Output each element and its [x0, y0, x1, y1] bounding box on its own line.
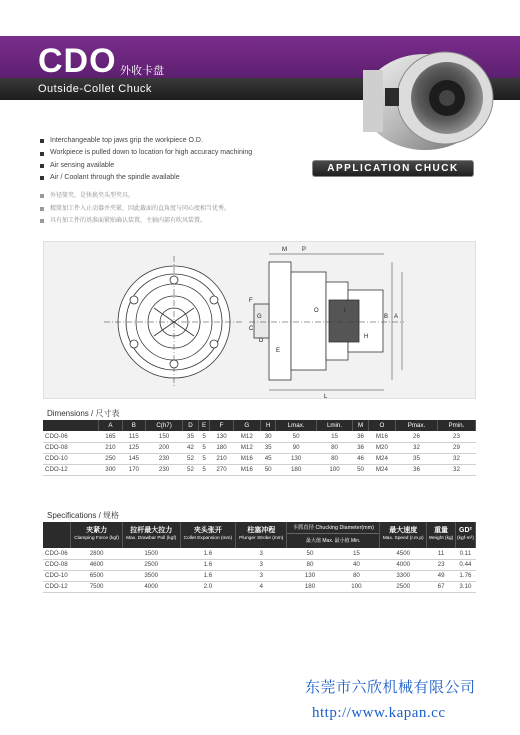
application-chuck-badge: APPLICATION CHUCK [312, 160, 474, 177]
column-header: F [210, 420, 233, 431]
column-header: 夹紧力 Clamping Force (kgf) [71, 522, 123, 548]
side-view [249, 254, 404, 390]
specifications-title: Specifications / 规格 [47, 511, 120, 520]
column-header: 夹头张开 Collet Expansion (mm) [180, 522, 236, 548]
column-header: Pmin. [437, 420, 475, 431]
table-row [43, 581, 476, 592]
table-cell: 210 [210, 453, 233, 464]
bullet-icon [40, 152, 44, 156]
table-cell: 35 [260, 442, 276, 453]
table-cell: 50 [260, 464, 276, 475]
page-subtitle: Outside-Collet Chuck [38, 83, 152, 95]
table-cell: 80 [333, 570, 379, 581]
table-cell: 32 [396, 442, 438, 453]
table-cell: 300 [99, 464, 122, 475]
table-cell: CDO-12 [43, 581, 71, 592]
label-a: A [394, 314, 399, 320]
table-cell: 3 [236, 559, 287, 570]
table-cell: 3.10 [455, 581, 475, 592]
table-cell: 230 [145, 464, 182, 475]
column-header: 拉杆最大拉力 Max. Drawbar Pull (kgf) [122, 522, 180, 548]
table-cell: 3 [236, 570, 287, 581]
column-header: GD² (kgf·m²) [455, 522, 475, 548]
table-cell: 100 [333, 581, 379, 592]
table-cell: 23 [437, 431, 475, 442]
table-cell: 15 [333, 548, 379, 559]
column-header: 卡抓直径 Chucking Diameter(mm) 最大值 Max. 最小值 Min. [287, 522, 380, 548]
dimensions-title: Dimensions / 尺寸表 [47, 409, 120, 418]
table-cell: 52 [183, 464, 199, 475]
bullet-icon [40, 207, 44, 211]
column-header: M [353, 420, 369, 431]
table-cell: 50 [353, 464, 369, 475]
table-cell: 4000 [380, 559, 427, 570]
column-header: 柱塞冲程 Plunger Stroke (mm) [236, 522, 287, 548]
table-cell: 5 [198, 431, 210, 442]
table-cell: M12 [233, 442, 260, 453]
table-cell: 80 [287, 559, 333, 570]
table-cell: 32 [437, 464, 475, 475]
technical-drawing [43, 241, 476, 399]
table-row [43, 464, 476, 475]
front-view [104, 256, 244, 388]
table-cell: 1.6 [180, 559, 236, 570]
table-cell: 150 [145, 431, 182, 442]
column-header: D [183, 420, 199, 431]
table-cell: 210 [99, 442, 122, 453]
column-header: 最大速度 Max. Speed (r.m.p) [380, 522, 427, 548]
table-cell: 35 [183, 431, 199, 442]
table-cell: CDO-10 [43, 570, 71, 581]
table-cell: 32 [437, 453, 475, 464]
table-cell: CDO-06 [43, 431, 99, 442]
list-item: Workpiece is pulled down to location for high accuracy machining [40, 147, 252, 159]
label-g: G [257, 314, 262, 320]
table-cell: 5 [198, 453, 210, 464]
column-header: H [260, 420, 276, 431]
table-cell: 115 [122, 431, 145, 442]
table-cell: 130 [210, 431, 233, 442]
list-item: Air sensing available [40, 160, 252, 172]
label-b: B [384, 314, 389, 320]
table-cell: 180 [276, 464, 316, 475]
label-d: D [259, 338, 264, 344]
table-cell: 130 [276, 453, 316, 464]
table-cell: CDO-12 [43, 464, 99, 475]
table-cell: 250 [99, 453, 122, 464]
table-cell: 23 [427, 559, 456, 570]
table-cell: 35 [396, 453, 438, 464]
table-cell: 49 [427, 570, 456, 581]
column-header: O [368, 420, 395, 431]
column-header [43, 522, 71, 548]
table-cell: 1.6 [180, 570, 236, 581]
list-item: 具有加工件的基准面紧贴确认装置，主轴内部有吹风装置。 [40, 215, 230, 228]
table-cell: 1500 [122, 548, 180, 559]
table-cell: 5 [198, 442, 210, 453]
table-row [43, 559, 476, 570]
table-row [43, 431, 476, 442]
table-cell: 0.44 [455, 559, 475, 570]
label-e: E [276, 348, 281, 354]
table-cell: CDO-10 [43, 453, 99, 464]
table-cell: 11 [427, 548, 456, 559]
column-header [43, 420, 99, 431]
specifications-table [43, 522, 476, 593]
label-o: O [314, 308, 319, 314]
column-header: Lmax. [276, 420, 316, 431]
table-cell: 3300 [380, 570, 427, 581]
table-cell: 270 [210, 464, 233, 475]
table-cell: 130 [287, 570, 333, 581]
table-cell: 50 [276, 431, 316, 442]
table-cell: 7500 [71, 581, 123, 592]
table-row [43, 570, 476, 581]
table-cell: 4600 [71, 559, 123, 570]
table-cell: 29 [437, 442, 475, 453]
table-cell: 80 [316, 442, 352, 453]
table-cell: 2800 [71, 548, 123, 559]
table-cell: 180 [287, 581, 333, 592]
table-cell: 0.11 [455, 548, 475, 559]
table-cell: 180 [210, 442, 233, 453]
list-item: 精简加工件入止动器并夹紧，因此截面的直角度与同心度相当优秀。 [40, 203, 230, 216]
table-cell: 15 [316, 431, 352, 442]
table-cell: CDO-08 [43, 559, 71, 570]
table-cell: M24 [368, 464, 395, 475]
table-cell: 2.0 [180, 581, 236, 592]
column-header: B [122, 420, 145, 431]
table-cell: M24 [368, 453, 395, 464]
table-cell: M20 [368, 442, 395, 453]
page-title-cn: 外收卡盘 [120, 65, 164, 77]
table-cell: 2500 [122, 559, 180, 570]
table-cell: 6500 [71, 570, 123, 581]
table-cell: 42 [183, 442, 199, 453]
table-cell: 1.76 [455, 570, 475, 581]
table-cell: M12 [233, 431, 260, 442]
features-cn-list [40, 190, 230, 228]
column-header: C(h7) [145, 420, 182, 431]
bullet-icon [40, 164, 44, 168]
label-c: C [249, 326, 254, 332]
list-item: Interchangeable top jaws grip the workpiece O.D. [40, 135, 252, 147]
table-cell: 3500 [122, 570, 180, 581]
bullet-icon [40, 176, 44, 180]
table-cell: 30 [260, 431, 276, 442]
table-cell: 36 [353, 431, 369, 442]
table-cell: 45 [260, 453, 276, 464]
bullet-icon [40, 139, 44, 143]
table-cell: 170 [122, 464, 145, 475]
table-cell: 4 [236, 581, 287, 592]
table-cell: 4000 [122, 581, 180, 592]
table-cell: 52 [183, 453, 199, 464]
page-title: CDO [38, 42, 117, 80]
table-cell: 36 [353, 442, 369, 453]
table-cell: 100 [316, 464, 352, 475]
table-cell: 5 [198, 464, 210, 475]
table-cell: 200 [145, 442, 182, 453]
table-cell: 80 [316, 453, 352, 464]
table-row [43, 442, 476, 453]
table-cell: 1.6 [180, 548, 236, 559]
table-cell: 3 [236, 548, 287, 559]
label-f: F [249, 298, 253, 304]
label-m: M [282, 247, 287, 253]
company-name: 东莞市六欣机械有限公司 [305, 679, 476, 696]
table-row [43, 548, 476, 559]
list-item: 外径简夹，是快换夹头型夹具。 [40, 190, 230, 203]
column-header: A [99, 420, 122, 431]
chuck-product-image [355, 40, 505, 155]
table-cell: 46 [353, 453, 369, 464]
table-cell: CDO-08 [43, 442, 99, 453]
column-header: G [233, 420, 260, 431]
label-i: I [344, 308, 346, 314]
bullet-icon [40, 194, 44, 198]
table-cell: 90 [276, 442, 316, 453]
table-cell: CDO-06 [43, 548, 71, 559]
column-header: Pmax. [396, 420, 438, 431]
column-header: E [198, 420, 210, 431]
label-l: L [324, 394, 328, 400]
label-p: P [302, 247, 307, 253]
table-cell: 145 [122, 453, 145, 464]
list-item: Air / Coolant through the spindle available [40, 172, 252, 184]
table-cell: 165 [99, 431, 122, 442]
label-h: H [364, 334, 369, 340]
table-cell: 40 [333, 559, 379, 570]
table-cell: 125 [122, 442, 145, 453]
table-cell: M16 [368, 431, 395, 442]
table-cell: 2500 [380, 581, 427, 592]
dimensions-table [43, 420, 476, 476]
table-cell: M16 [233, 453, 260, 464]
table-cell: M16 [233, 464, 260, 475]
bullet-icon [40, 219, 44, 223]
features-en-list [40, 135, 252, 185]
table-row [43, 453, 476, 464]
table-cell: 50 [287, 548, 333, 559]
column-header: 重量 Weight (kg) [427, 522, 456, 548]
table-cell: 4500 [380, 548, 427, 559]
table-cell: 67 [427, 581, 456, 592]
company-url[interactable]: http://www.kapan.cc [312, 705, 446, 721]
table-cell: 26 [396, 431, 438, 442]
column-header: Lmin. [316, 420, 352, 431]
table-cell: 36 [396, 464, 438, 475]
table-cell: 230 [145, 453, 182, 464]
